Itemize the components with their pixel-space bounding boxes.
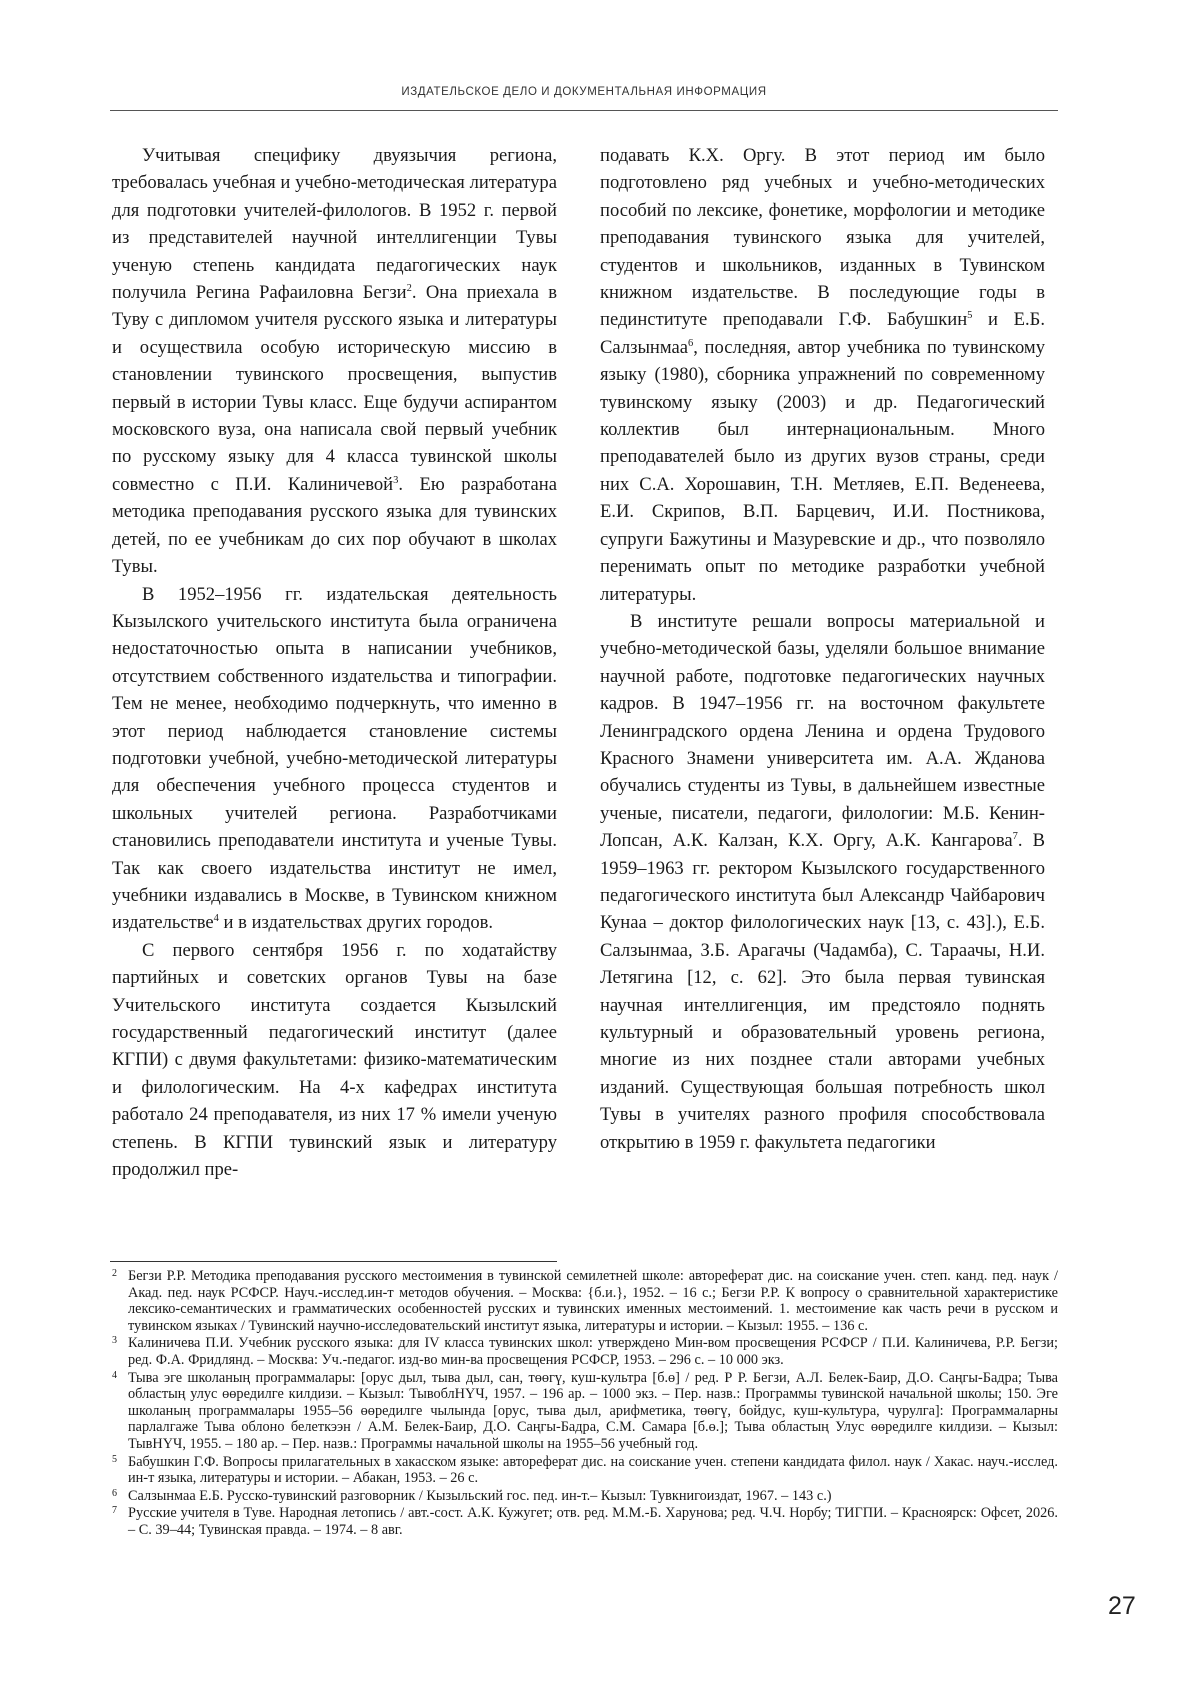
running-header: ИЗДАТЕЛЬСКОЕ ДЕЛО И ДОКУМЕНТАЛЬНАЯ ИНФОРМАЦИЯ xyxy=(401,86,767,98)
footnote-text: Калиничева П.И. Учебник русского языка: для IV класса тувинских школ: утверждено Мин-вом просвещения РСФСР / П.И. Калиничева, Р.Р. Бегзи; ред. Ф.А. Фридлянд. – Москва: Уч.-педагог. изд-во мин-ва просвещения РСФСР, 1953. – 296 с. – 10 000 экз. xyxy=(128,1335,1058,1368)
footnote-6 xyxy=(112,1488,1058,1505)
footnote-2 xyxy=(112,1268,1058,1334)
header-rule xyxy=(110,110,1058,111)
footnote-ref[interactable]: 3 xyxy=(393,474,399,486)
footnote-number: 3 xyxy=(112,1335,117,1347)
text-run: В институте решали вопросы материальной и учебно-методической базы, уделяли большое внимание научной работе, подготовке педагогических научных кадров. В 1947–1956 гг. на восточном факультете Ленинградского ордена Ленина и ордена Трудового Красного Знамени университета им. А.А. Жданова обучались студенты из Тувы, в дальнейшем известные ученые, писатели, педагоги, филологии: М.Б. Кенин-Лопсан, А.К. Калзан, К.Х. Оргу, А.К. Кангарова xyxy=(600,610,1045,852)
left-paragraph-3: С первого сентября 1956 г. по ходатайству партийных и советских органов Тувы на базе Учительского института создается Кызылский государственный педагогический институт (далее КГПИ) с двумя факультетами: физико-математическим и филологическим. На 4-х кафедрах института работало 24 преподавателя, из них 17 % имели ученую степень. В КГПИ тувинский язык и литературу продолжил пре- xyxy=(112,939,557,1181)
footnote-rule xyxy=(110,1261,557,1262)
right-paragraph-1 xyxy=(600,142,1045,608)
footnote-number: 4 xyxy=(112,1369,117,1381)
footnote-ref[interactable]: 6 xyxy=(688,337,694,349)
footnote-ref[interactable]: 4 xyxy=(213,913,219,925)
text-run: подавать К.Х. Оргу. В этот период им было подготовлено ряд учебных и учебно-методических пособий по лексике, фонетике, морфологии и методике преподавания тувинского языка для учителей, студентов и школьников, изданных в Тувинском книжном издательстве. В последующие годы в пединституте преподавали Г.Ф. Бабушкин xyxy=(600,145,1045,331)
footnote-text: Салзынмаа Е.Б. Русско-тувинский разговорник / Кызыльский гос. пед. ин-т.– Кызыл: Тувкнигоиздат, 1967. – 143 с.) xyxy=(128,1487,832,1504)
left-paragraph-2 xyxy=(112,581,557,937)
text-run: и в издательствах других городов. xyxy=(218,912,494,934)
footnote-4 xyxy=(112,1370,1058,1453)
text-run: . Ею разработана методика преподавания русского языка для тувинских детей, по ее учебникам до сих пор обучают в школах Тувы. xyxy=(112,473,557,578)
footnotes xyxy=(112,1268,1058,1540)
footnote-5 xyxy=(112,1454,1058,1487)
page-number: 27 xyxy=(1108,1592,1136,1620)
footnote-text: Тыва эге школаның программалары: [орус дыл, тыва дыл, сан, төөгү, куш-культра [б.ө] / ред. Р Р. Бегзи, А.Л. Белек-Баир, Д.О. Саңгы-Бадра; Тыва областың улус өөредилге килдизи. – Кызыл: ТывоблНҮЧ, 1957. – 196 ар. – 1000 экз. – Пер. назв.: Программы тувинской начальной школы; 150. Эге школаның программалары 1955–56 өөредилге чылында [орус, тыва дыл, арифметика, төөгү, бойдус, куш-культура, чурулга]: Программаларны парлалгаже Тыва облоно белеткээн / А.М. Белек-Баир, Д.О. Саңгы-Бадра, С.М. Самара [б.ө.]; Тыва областың Улус өөредилге килдизи. – Кызыл: ТывНҮЧ, 1955. – 180 ар. – Пер. назв.: Программы начальной школы на 1955–56 учебный год. xyxy=(128,1369,1058,1452)
left-column xyxy=(112,142,557,1183)
footnote-text: Бегзи Р.Р. Методика преподавания русского местоимения в тувинской семилетней школе: автореферат дис. на соискание учен. степ. канд. пед. наук / Акад. пед. наук РСФСР. Науч.-исслед.ин-т методов обучения. – Москва: {б.и.}, 1952. – 16 с.; Бегзи Р.Р. К вопросу о сравнительной характеристике лексико-семантических и грамматических особенностей русских и тувинских именных местоимений. 1. местоимение как часть речи в русском и тувинском языках / Тувинский научно-исследовательский институт языка, литературы и истории. – Кызыл: 1955. – 136 с. xyxy=(128,1268,1058,1334)
footnote-text: Бабушкин Г.Ф. Вопросы прилагательных в хакасском языке: автореферат дис. на соискание учен. степени кандидата филол. наук / Хакас. науч.-исслед. ин-т языка, литературы и истории. – Абакан, 1953. – 26 с. xyxy=(128,1453,1058,1487)
text-run: Учитывая специфику двуязычия региона, требовалась учебная и учебно-методическая литература для подготовки учителей-филологов. В 1952 г. первой из представителей научной интеллигенции Тувы ученую степень кандидата педагогических наук получила Регина Рафаиловна Бегзи xyxy=(112,145,557,304)
footnote-ref[interactable]: 7 xyxy=(1012,830,1018,842)
footnote-3 xyxy=(112,1335,1058,1368)
footnote-ref[interactable]: 5 xyxy=(967,310,973,322)
footnote-text: Русские учителя в Туве. Народная летопись / авт.-сост. А.К. Кужугет; отв. ред. М.М.-Б. Харунова; ред. Ч.Ч. Норбу; ТИГПИ. – Красноярск: Офсет, 2026. – С. 39–44; Тувинская правда. – 1974. – 8 авг. xyxy=(128,1505,1058,1538)
footnote-number: 6 xyxy=(112,1487,117,1499)
right-paragraph-2 xyxy=(600,608,1045,1156)
footnote-ref[interactable]: 2 xyxy=(406,282,412,294)
footnote-number: 5 xyxy=(112,1453,117,1465)
footnote-number: 2 xyxy=(112,1268,117,1279)
right-column xyxy=(600,142,1045,1156)
text-run: , последняя, автор учебника по тувинскому языку (1980), сборника упражнений по современному тувинскому языку (2003) и др. Педагогический коллектив был интернациональным. Много преподавателей было из других вузов страны, среди них С.А. Хорошавин, Т.Н. Метляев, Е.П. Веденеева, Е.И. Скрипов, В.П. Барцевич, И.И. Постникова, супруги Бажутины и Мазуревские и др., что позволяло перенимать опыт по методике разработки учебной литературы. xyxy=(600,336,1045,605)
left-paragraph-1 xyxy=(112,142,557,581)
text-run: . В 1959–1963 гг. ректором Кызылского государственного педагогического института был Александр Чайбарович Кунаа – доктор филологических наук [13, с. 43].), Е.Б. Салзынмаа, З.Б. Арагачы (Чадамба), С. Тараачы, Н.И. Летягина [12, с. 62]. Это была первая тувинская научная интеллигенция, им предстояло поднять культурный и образовательный уровень региона, многие из них позднее стали авторами учебных изданий. Существующая большая потребность школ Тувы в учителях разного профиля способствовала открытию в 1959 г. факультета педагогики xyxy=(600,830,1045,1153)
footnote-number: 7 xyxy=(112,1505,117,1517)
text-run: В 1952–1956 гг. издательская деятельность Кызылского учительского института была ограничена недостаточностью опыта в написании учебников, отсутствием собственного издательства и типографии. Тем не менее, необходимо подчеркнуть, что именно в этот период наблюдается становление системы подготовки учебной, учебно-методической литературы для обеспечения учебного процесса студентов и школьных учителей региона. Разработчиками становились преподаватели института и ученые Тувы. Так как своего издательства институт не имел, учебники издавались в Москве, в Тувинском книжном издательстве xyxy=(112,583,557,934)
text-run: и Е.Б. Салзынмаа xyxy=(600,309,1045,358)
footnote-7 xyxy=(112,1505,1058,1538)
text-run: . Она приехала в Туву с дипломом учителя русского языка и литературы и осуществила особую историческую миссию в становлении тувинского просвещения, выпустив первый в истории Тувы класс. Еще будучи аспирантом московского вуза, она написала свой первый учебник по русскому языку для 4 класса тувинской школы совместно с П.И. Калиничевой xyxy=(112,282,557,495)
